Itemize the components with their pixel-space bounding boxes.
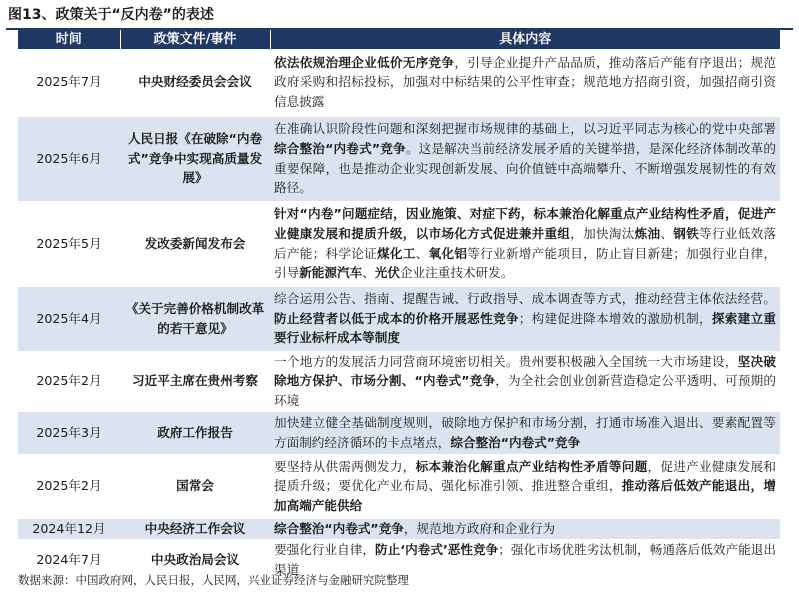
content-text: ，引导企业提升产品品质，推动落后产能有序退出；规范政府采购和招标投标，加强对中标结果的公平性审查；规范地方招商引资，加强招商引资信息披露 [274, 54, 777, 110]
emphasis-text: 坚决破除地方保护、市场分割、“内卷式”竞争 [274, 353, 777, 389]
row-content [270, 454, 780, 518]
row-content [270, 116, 780, 201]
content-text: 要强化行业自律， [274, 541, 376, 557]
table-row [18, 49, 780, 116]
row-content [270, 201, 780, 286]
table-row [18, 518, 780, 539]
emphasis-text: 光伏 [374, 265, 400, 281]
emphasis-text: 防止经营者以低于成本的价格开展恶性竞争 [274, 310, 519, 326]
emphasis-text: 综合整治“内卷式”竞争 [274, 140, 406, 156]
content-text: 、 [415, 245, 429, 261]
content-text: ；强化市场优胜劣汰机制，畅通落后低效产能退出渠道 [274, 541, 777, 577]
content-text: 综合运用公告、指南、提醒告诫、行政指导、成本调查等方式，推动经营主体依法经营。 [274, 290, 776, 306]
row-event: 发改委新闻发布会 [120, 201, 270, 286]
table-row [18, 286, 780, 351]
content-text: 要坚持从供需两侧发力， [274, 458, 416, 474]
row-content [270, 286, 780, 351]
emphasis-text: 钢铁 [673, 225, 700, 241]
row-event: 中央经济工作会议 [120, 518, 270, 539]
row-event: 中央政治局会议 [120, 539, 270, 580]
content-text: 企业注重技术研发。 [399, 265, 514, 281]
figure-title: 图13、政策关于“反内卷”的表述 [8, 7, 214, 23]
emphasis-text: 炼油 [634, 225, 661, 241]
content-text: 等行业低效落后产能；科学论证 [274, 225, 777, 261]
row-time: 2025年7月 [18, 49, 120, 116]
content-text: 等行业新增产能项目，防止盲目新建；加强行业自律，引导 [274, 245, 777, 281]
emphasis-text: 推动落后低效产能退出，增加高端产能供给 [274, 478, 777, 514]
row-event: 人民日报《在破除“内卷式”竞争中实现高质量发展》 [120, 116, 270, 201]
table-row [18, 201, 780, 286]
header-row [18, 30, 780, 49]
content-text: ，为全社会创业创新营造稳定公平透明、可预期的环境 [274, 373, 776, 409]
content-text: 在准确认识阶段性问题和深刻把握市场规律的基础上，以习近平同志为核心的党中央部署 [274, 120, 776, 136]
row-event: 《关于完善价格机制改革的若干意见》 [120, 286, 270, 351]
content-text: 加快建立健全基础制度规则，破除地方保护和市场分割，打通市场准入退出、要素配置等方面制约经济循环的卡点堵点， [274, 415, 776, 450]
content-text: ，促进产业健康发展和提质升级；要优化产业布局、强化标准引领、推进整合重组， [274, 458, 777, 494]
row-time: 2024年12月 [18, 518, 120, 539]
row-content [270, 49, 780, 116]
row-time: 2025年3月 [18, 411, 120, 454]
content-text: ；构建促进降本增效的激励机制， [518, 310, 712, 326]
content-text: 、 [660, 225, 674, 241]
emphasis-text: 新能源汽车 [299, 265, 363, 281]
table-body [18, 49, 780, 580]
table-row [18, 411, 780, 454]
content-text: 一个地方的发展活力同营商环境密切相关。贵州要积极融入全国统一大市场建设， [274, 353, 738, 369]
emphasis-text: 依法依规治理企业低价无序竞争 [274, 54, 455, 70]
emphasis-text: 针对“内卷”问题症结，因业施策、对症下药，标本兼治化解重点产业结构性矛盾，促进产业健康发展和提质升级，以市场化方式促进兼并重组 [274, 205, 776, 241]
emphasis-text: 煤化工 [377, 245, 416, 261]
header-event: 政策文件/事件 [120, 30, 270, 49]
table-row [18, 454, 780, 518]
header-time: 时间 [18, 30, 120, 49]
emphasis-text: 综合整治“内卷式”竞争 [450, 434, 581, 450]
policy-table [18, 30, 780, 580]
content-text: 。这是解决当前经济发展矛盾的关键举措，是深化经济体制改革的重要保障，也是推动企业实现创新发展、向价值链中高端攀升、不断增强发展韧性的有效路径。 [274, 140, 776, 196]
emphasis-text: 氧化铝 [428, 245, 468, 261]
emphasis-text: 综合整治“内卷式”竞争 [274, 520, 404, 536]
row-event: 中央财经委员会会议 [120, 49, 270, 116]
emphasis-text: 防止‘内卷式’恶性竞争 [375, 541, 499, 557]
content-text: ，规范地方政府和企业行为 [403, 520, 556, 536]
content-text: ，加快淘汰 [570, 225, 635, 241]
row-event: 政府工作报告 [120, 411, 270, 454]
row-time: 2024年7月 [18, 539, 120, 580]
source-note: 数据来源：中国政府网，人民日报，人民网，兴业证券经济与金融研究院整理 [18, 573, 409, 587]
table-row [18, 351, 780, 411]
emphasis-text: 标本兼治化解重点产业结构性矛盾等问题 [415, 458, 648, 474]
row-event: 国常会 [120, 454, 270, 518]
row-content [270, 411, 780, 454]
table-row [18, 116, 780, 201]
row-time: 2025年5月 [18, 201, 120, 286]
emphasis-text: 探索建立重要行业标杆成本等制度 [274, 310, 777, 346]
content-text: 、 [362, 265, 375, 281]
row-time: 2025年6月 [18, 116, 120, 201]
row-event: 习近平主席在贵州考察 [120, 351, 270, 411]
row-content [270, 351, 780, 411]
header-content: 具体内容 [270, 30, 780, 49]
table-header [18, 30, 780, 49]
row-time: 2025年4月 [18, 286, 120, 351]
row-time: 2025年2月 [18, 454, 120, 518]
row-content [270, 518, 780, 539]
row-time: 2025年2月 [18, 351, 120, 411]
